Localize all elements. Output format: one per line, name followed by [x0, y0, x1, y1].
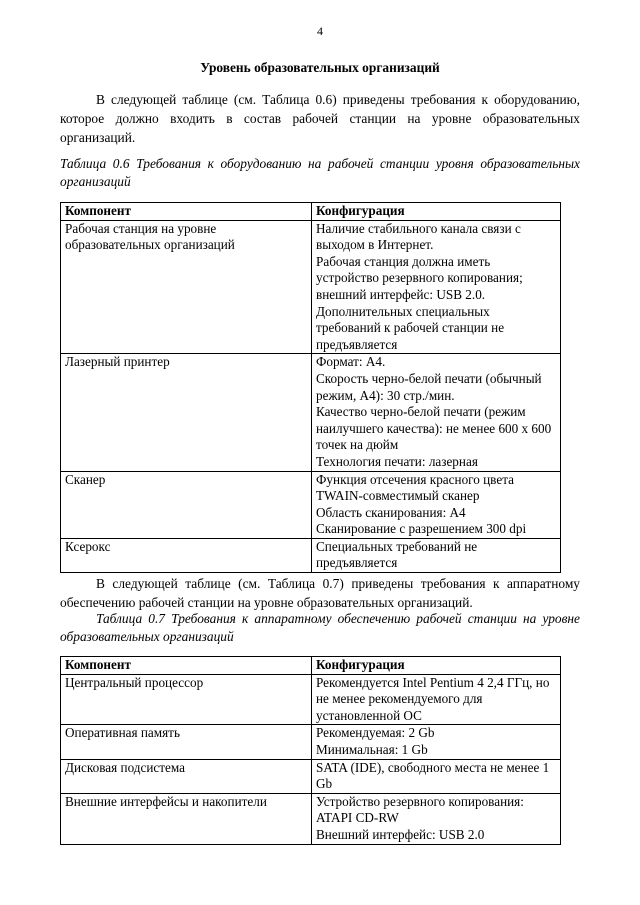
table1-header-row [61, 203, 561, 221]
table2-header-row [61, 657, 561, 675]
table-cell-config [312, 725, 561, 759]
config-line: Рекомендуемая: 2 Gb [316, 725, 435, 741]
table-row [61, 471, 561, 538]
section-heading: Уровень образовательных организаций [200, 60, 440, 75]
table-cell-config [312, 538, 561, 572]
table-cell-config [312, 220, 561, 354]
config-line: Устройство резервного копирования: ATAPI CD-RW [316, 793, 524, 826]
config-line: Дополнительных специальных требований к рабочей станции не предъявляется [316, 303, 505, 352]
table-cell-component: Сканер [61, 471, 312, 538]
table-cell-component: Рабочая станция на уровне образовательных организаций [61, 220, 312, 354]
config-line: Технология печати: лазерная [316, 453, 478, 469]
table-cell-config [312, 471, 561, 538]
table1-caption: Таблица 0.6 Требования к оборудованию на рабочей станции уровня образовательных организаций [60, 156, 580, 189]
second-paragraph: В следующей таблице (см. Таблица 0.7) приведены требования к аппаратному обеспечению рабочей станции на уровне образовательных организаций. [60, 576, 580, 610]
table-cell-config [312, 759, 561, 793]
config-line: Внешний интерфейс: USB 2.0 [316, 826, 485, 842]
config-line: Минимальная: 1 Gb [316, 741, 428, 757]
page-number: 4 [317, 24, 323, 38]
config-line: Функция отсечения красного цвета [316, 471, 514, 487]
config-line: Рабочая станция должна иметь устройство резервного копирования; внешний интерфейс: USB 2.0. [316, 253, 523, 302]
table2 [60, 656, 561, 845]
table1 [60, 202, 561, 573]
table-row [61, 725, 561, 759]
table-cell-config [312, 674, 561, 725]
config-line: Формат: A4. [316, 354, 386, 370]
table2-header-component: Компонент [61, 657, 312, 675]
table1-header-component: Компонент [61, 203, 312, 221]
table-row [61, 674, 561, 725]
config-line: Качество черно-белой печати (режим наилучшего качества): не менее 600 x 600 точек на дюйм [316, 404, 552, 453]
config-line: SATA (IDE), свободного места не менее 1 Gb [316, 759, 550, 792]
table-row [61, 538, 561, 572]
table-cell-component: Дисковая подсистема [61, 759, 312, 793]
table-cell-config [312, 793, 561, 844]
table-cell-config [312, 354, 561, 471]
table2-header-config: Конфигурация [312, 657, 561, 675]
table-cell-component: Ксерокс [61, 538, 312, 572]
table1-header-config: Конфигурация [312, 203, 561, 221]
intro-paragraph: В следующей таблице (см. Таблица 0.6) приведены требования к оборудованию, которое должно входить в состав рабочей станции на уровне образовательных организаций. [60, 92, 580, 145]
table2-caption: Таблица 0.7 Требования к аппаратному обеспечению рабочей станции на уровне образовательных организаций [60, 611, 580, 644]
table-row [61, 354, 561, 471]
table-row [61, 220, 561, 354]
config-line: TWAIN-совместимый сканер [316, 488, 480, 504]
config-line: Рекомендуется Intel Pentium 4 2,4 ГГц, но не менее рекомендуемого для установленной ОС [316, 674, 550, 723]
config-line: Специальных требований не предъявляется [316, 538, 478, 571]
config-line: Скорость черно-белой печати (обычный режим, A4): 30 стр./мин. [316, 370, 542, 403]
table-cell-component: Лазерный принтер [61, 354, 312, 471]
config-line: Область сканирования: A4 [316, 504, 466, 520]
config-line: Сканирование с разрешением 300 dpi [316, 521, 527, 537]
table-cell-component: Внешние интерфейсы и накопители [61, 793, 312, 844]
table-row [61, 759, 561, 793]
table-row [61, 793, 561, 844]
config-line: Наличие стабильного канала связи с выходом в Интернет. [316, 220, 521, 253]
table-cell-component: Центральный процессор [61, 674, 312, 725]
table-cell-component: Оперативная память [61, 725, 312, 759]
